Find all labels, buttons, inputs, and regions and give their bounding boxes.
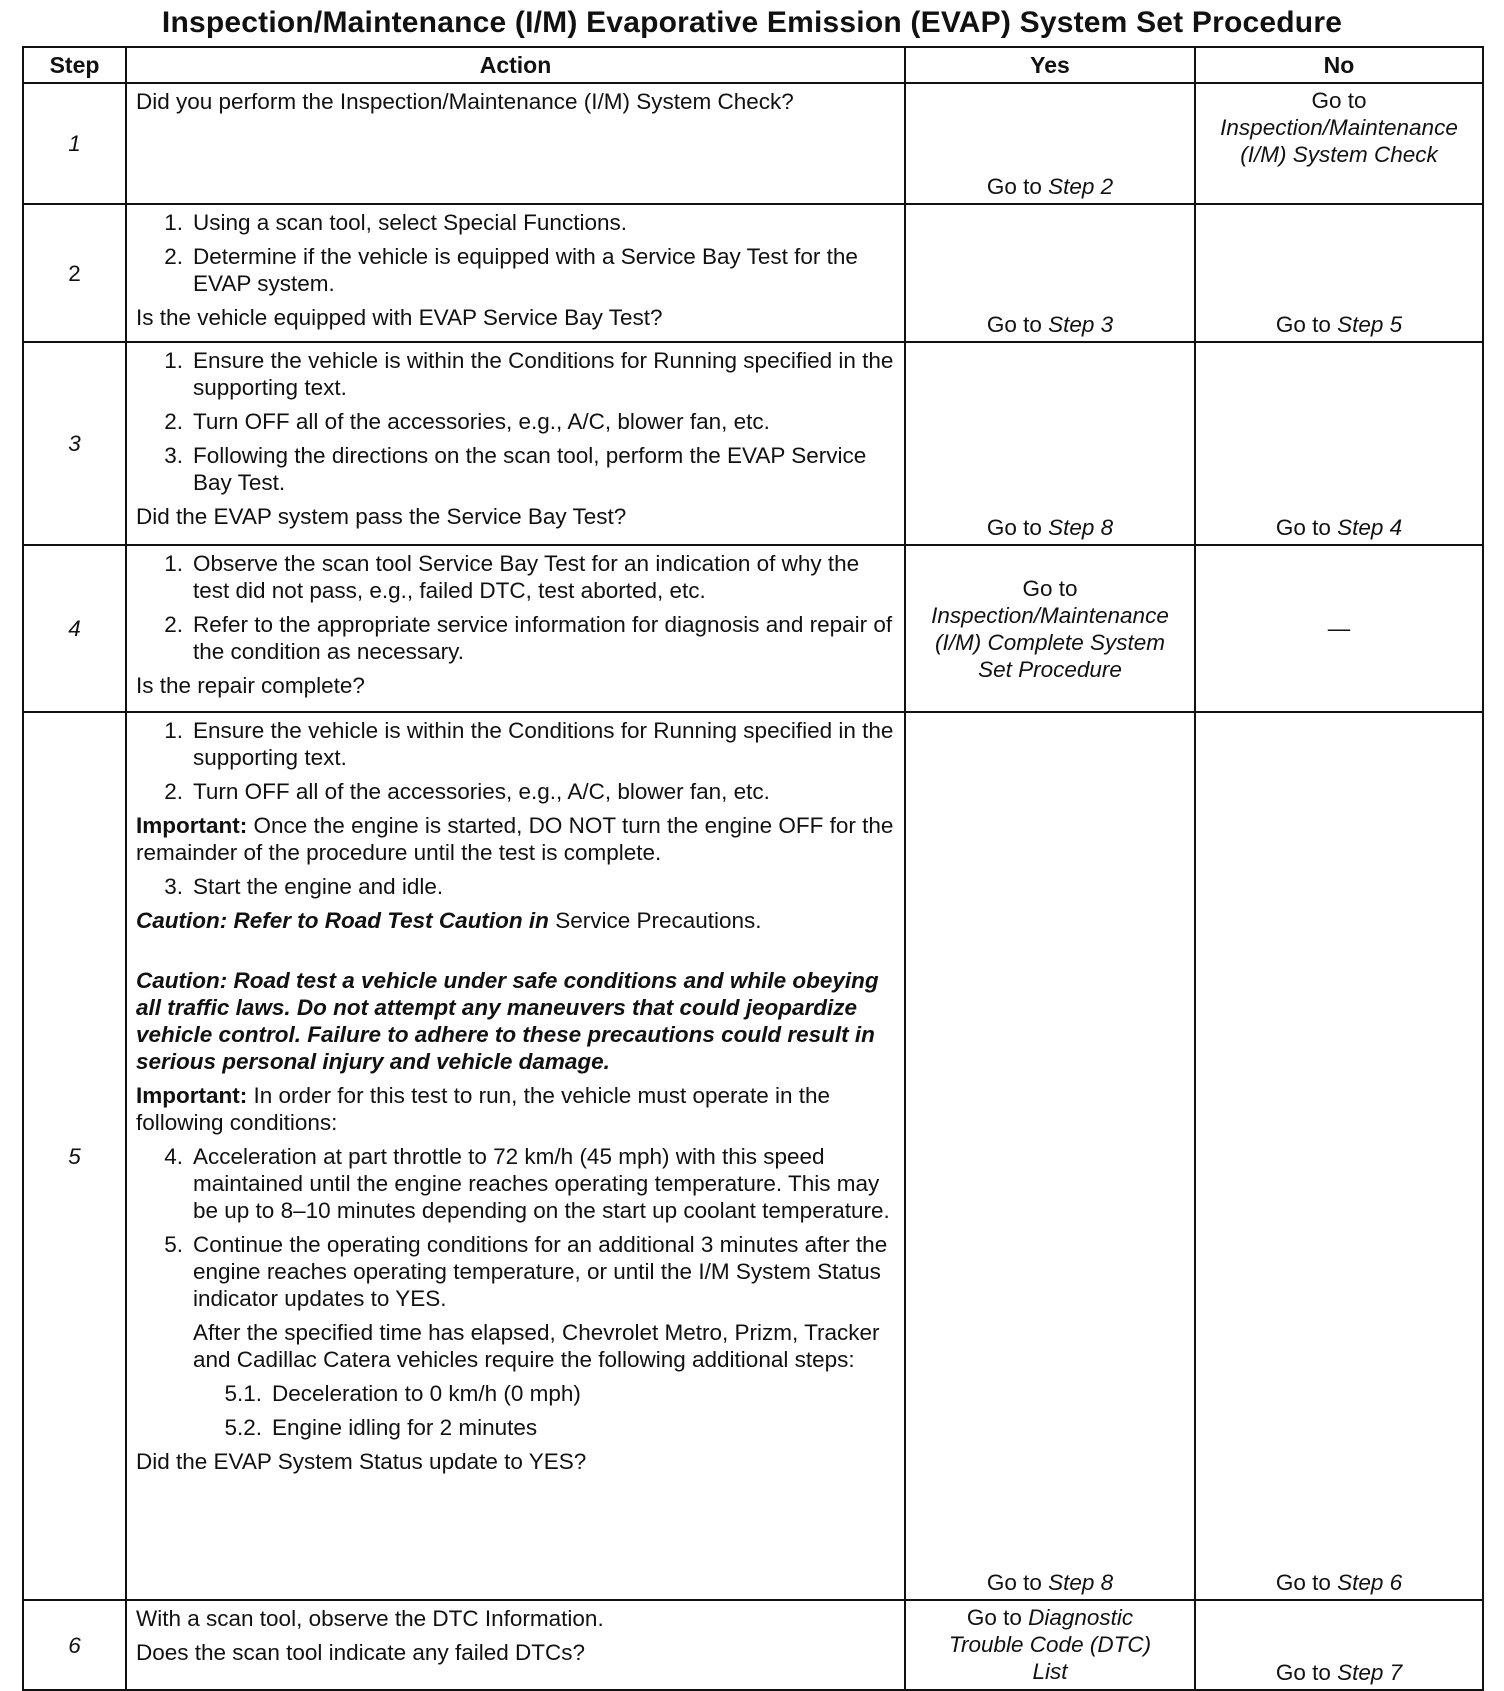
step-number: 2: [23, 204, 126, 342]
header-yes: Yes: [905, 47, 1195, 83]
step-number: 1: [23, 83, 126, 204]
table-row: [23, 342, 1483, 545]
yes-goto: Go to: [986, 1570, 1042, 1595]
yes-link[interactable]: Inspection/Maintenance: [931, 602, 1169, 628]
no-goto: Go to: [1311, 88, 1367, 113]
step-number: 6: [23, 1600, 126, 1690]
list-item: 1. Using a scan tool, select Special Functions.: [164, 210, 627, 235]
no-goto: Go to: [1275, 1660, 1331, 1685]
no-cell: [1195, 545, 1483, 712]
header-row: [23, 47, 1483, 83]
yes-link[interactable]: (I/M) Complete System: [934, 629, 1166, 655]
action-list: [136, 550, 896, 665]
list-item: 4. Acceleration at part throttle to 72 km/h (45 mph) with this speed maintained until the engine reaches operating temperature. This may be up to 8–10 minutes depending on the start up coolant temperature.: [164, 1144, 890, 1223]
no-link[interactable]: Step 5: [1337, 312, 1403, 337]
no-goto: Go to: [1275, 515, 1331, 540]
step-number: 5: [23, 712, 126, 1600]
important-note: Important: In order for this test to run, the vehicle must operate in the following conditions:: [136, 1083, 831, 1135]
caution-note: Caution: Refer to Road Test Caution in Service Precautions.: [136, 908, 762, 933]
no-link[interactable]: (I/M) System Check: [1240, 142, 1438, 167]
yes-goto: Go to: [966, 1605, 1022, 1630]
action-cell: [126, 712, 905, 1600]
list-item: 1. Ensure the vehicle is within the Conditions for Running specified in the supporting text.: [164, 718, 894, 770]
list-item: 2. Turn OFF all of the accessories, e.g., A/C, blower fan, etc.: [164, 409, 770, 434]
action-list: [136, 717, 896, 805]
list-item: 2. Turn OFF all of the accessories, e.g., A/C, blower fan, etc.: [164, 779, 770, 804]
action-question: Is the vehicle equipped with EVAP Service Bay Test?: [136, 305, 663, 330]
header-action: Action: [126, 47, 905, 83]
action-cell: [126, 545, 905, 712]
table-row: [23, 1600, 1483, 1690]
yes-link[interactable]: Step 8: [1048, 1570, 1114, 1595]
list-item: 1. Ensure the vehicle is within the Conditions for Running specified in the supporting text.: [164, 348, 894, 400]
yes-goto: Go to: [986, 174, 1042, 199]
action-text: With a scan tool, observe the DTC Information.: [136, 1606, 604, 1631]
step-number: 3: [23, 342, 126, 545]
yes-goto: Go to: [986, 312, 1042, 337]
list-item: 3. Start the engine and idle.: [164, 874, 444, 899]
action-question: Did you perform the Inspection/Maintenance (I/M) System Check?: [136, 89, 794, 114]
additional-steps-note: After the specified time has elapsed, Chevrolet Metro, Prizm, Tracker and Cadillac Catera vehicles require the following additional steps:: [193, 1320, 880, 1372]
action-cell: [126, 342, 905, 545]
list-item: 2. Determine if the vehicle is equipped with a Service Bay Test for the EVAP system.: [164, 244, 858, 296]
yes-cell: [905, 204, 1195, 342]
yes-goto: Go to: [986, 515, 1042, 540]
page-title: Inspection/Maintenance (I/M) Evaporative Emission (EVAP) System Set Procedure: [161, 6, 1343, 39]
yes-link[interactable]: Diagnostic: [1028, 1605, 1134, 1630]
no-link[interactable]: Step 4: [1337, 515, 1403, 540]
table-row: [23, 712, 1483, 1600]
no-link[interactable]: Inspection/Maintenance: [1220, 115, 1458, 140]
yes-link[interactable]: Set Procedure: [978, 656, 1122, 682]
table-row: [23, 204, 1483, 342]
action-question: Does the scan tool indicate any failed DTCs?: [136, 1640, 585, 1665]
action-list: [136, 347, 896, 496]
yes-goto: Go to: [1022, 575, 1078, 601]
yes-cell: [905, 83, 1195, 204]
table-row: [23, 545, 1483, 712]
list-item: 2. Refer to the appropriate service information for diagnosis and repair of the condition as necessary.: [164, 612, 893, 664]
no-cell: [1195, 83, 1483, 204]
step-number: 4: [23, 545, 126, 712]
action-list: [136, 873, 896, 900]
yes-cell: [905, 545, 1195, 712]
yes-link[interactable]: Step 8: [1048, 515, 1114, 540]
action-cell: [126, 204, 905, 342]
action-question: Did the EVAP System Status update to YES?: [136, 1449, 587, 1474]
no-link[interactable]: Step 7: [1337, 1660, 1403, 1685]
action-question: Is the repair complete?: [136, 673, 365, 698]
action-list: [136, 1143, 896, 1312]
yes-link[interactable]: List: [1032, 1659, 1068, 1684]
list-item: 5.1. Deceleration to 0 km/h (0 mph): [224, 1381, 581, 1406]
no-cell: [1195, 204, 1483, 342]
yes-cell: [905, 712, 1195, 1600]
list-item: 3. Following the directions on the scan tool, perform the EVAP Service Bay Test.: [164, 443, 867, 495]
list-item: 5.2. Engine idling for 2 minutes: [224, 1415, 538, 1440]
no-goto: Go to: [1275, 312, 1331, 337]
caution-note: Caution: Road test a vehicle under safe conditions and while obeying all traffic laws. Do not attempt any maneuvers that could jeopardize vehicle control. Failure to adhere to these precautions could result in serious personal injury and vehicle damage.: [136, 968, 879, 1074]
yes-link[interactable]: Step 2: [1048, 174, 1114, 199]
action-cell: [126, 1600, 905, 1690]
no-goto: Go to: [1275, 1570, 1331, 1595]
list-item: 5. Continue the operating conditions for an additional 3 minutes after the engine reaches operating temperature, or until the I/M System Status indicator updates to YES.: [164, 1232, 888, 1311]
yes-cell: [905, 342, 1195, 545]
header-no: No: [1195, 47, 1483, 83]
no-link[interactable]: Step 6: [1337, 1570, 1403, 1595]
service-precautions-link[interactable]: Service Precautions.: [555, 908, 762, 933]
procedure-table: [22, 46, 1484, 1691]
table-row: [23, 83, 1483, 204]
yes-link[interactable]: Step 3: [1048, 312, 1114, 337]
no-cell: [1195, 712, 1483, 1600]
no-dash: —: [1327, 616, 1351, 641]
important-note: Important: Once the engine is started, DO NOT turn the engine OFF for the remainder of the procedure until the test is complete.: [136, 813, 894, 865]
no-cell: [1195, 342, 1483, 545]
yes-cell: [905, 1600, 1195, 1690]
list-item: 1. Observe the scan tool Service Bay Test for an indication of why the test did not pass, e.g., failed DTC, test aborted, etc.: [164, 551, 860, 603]
yes-link[interactable]: Trouble Code (DTC): [948, 1632, 1152, 1657]
action-cell: [126, 83, 905, 204]
sub-step-list: [136, 1380, 896, 1441]
header-step: Step: [23, 47, 126, 83]
no-cell: [1195, 1600, 1483, 1690]
action-question: Did the EVAP system pass the Service Bay Test?: [136, 504, 627, 529]
action-list: [136, 209, 896, 297]
